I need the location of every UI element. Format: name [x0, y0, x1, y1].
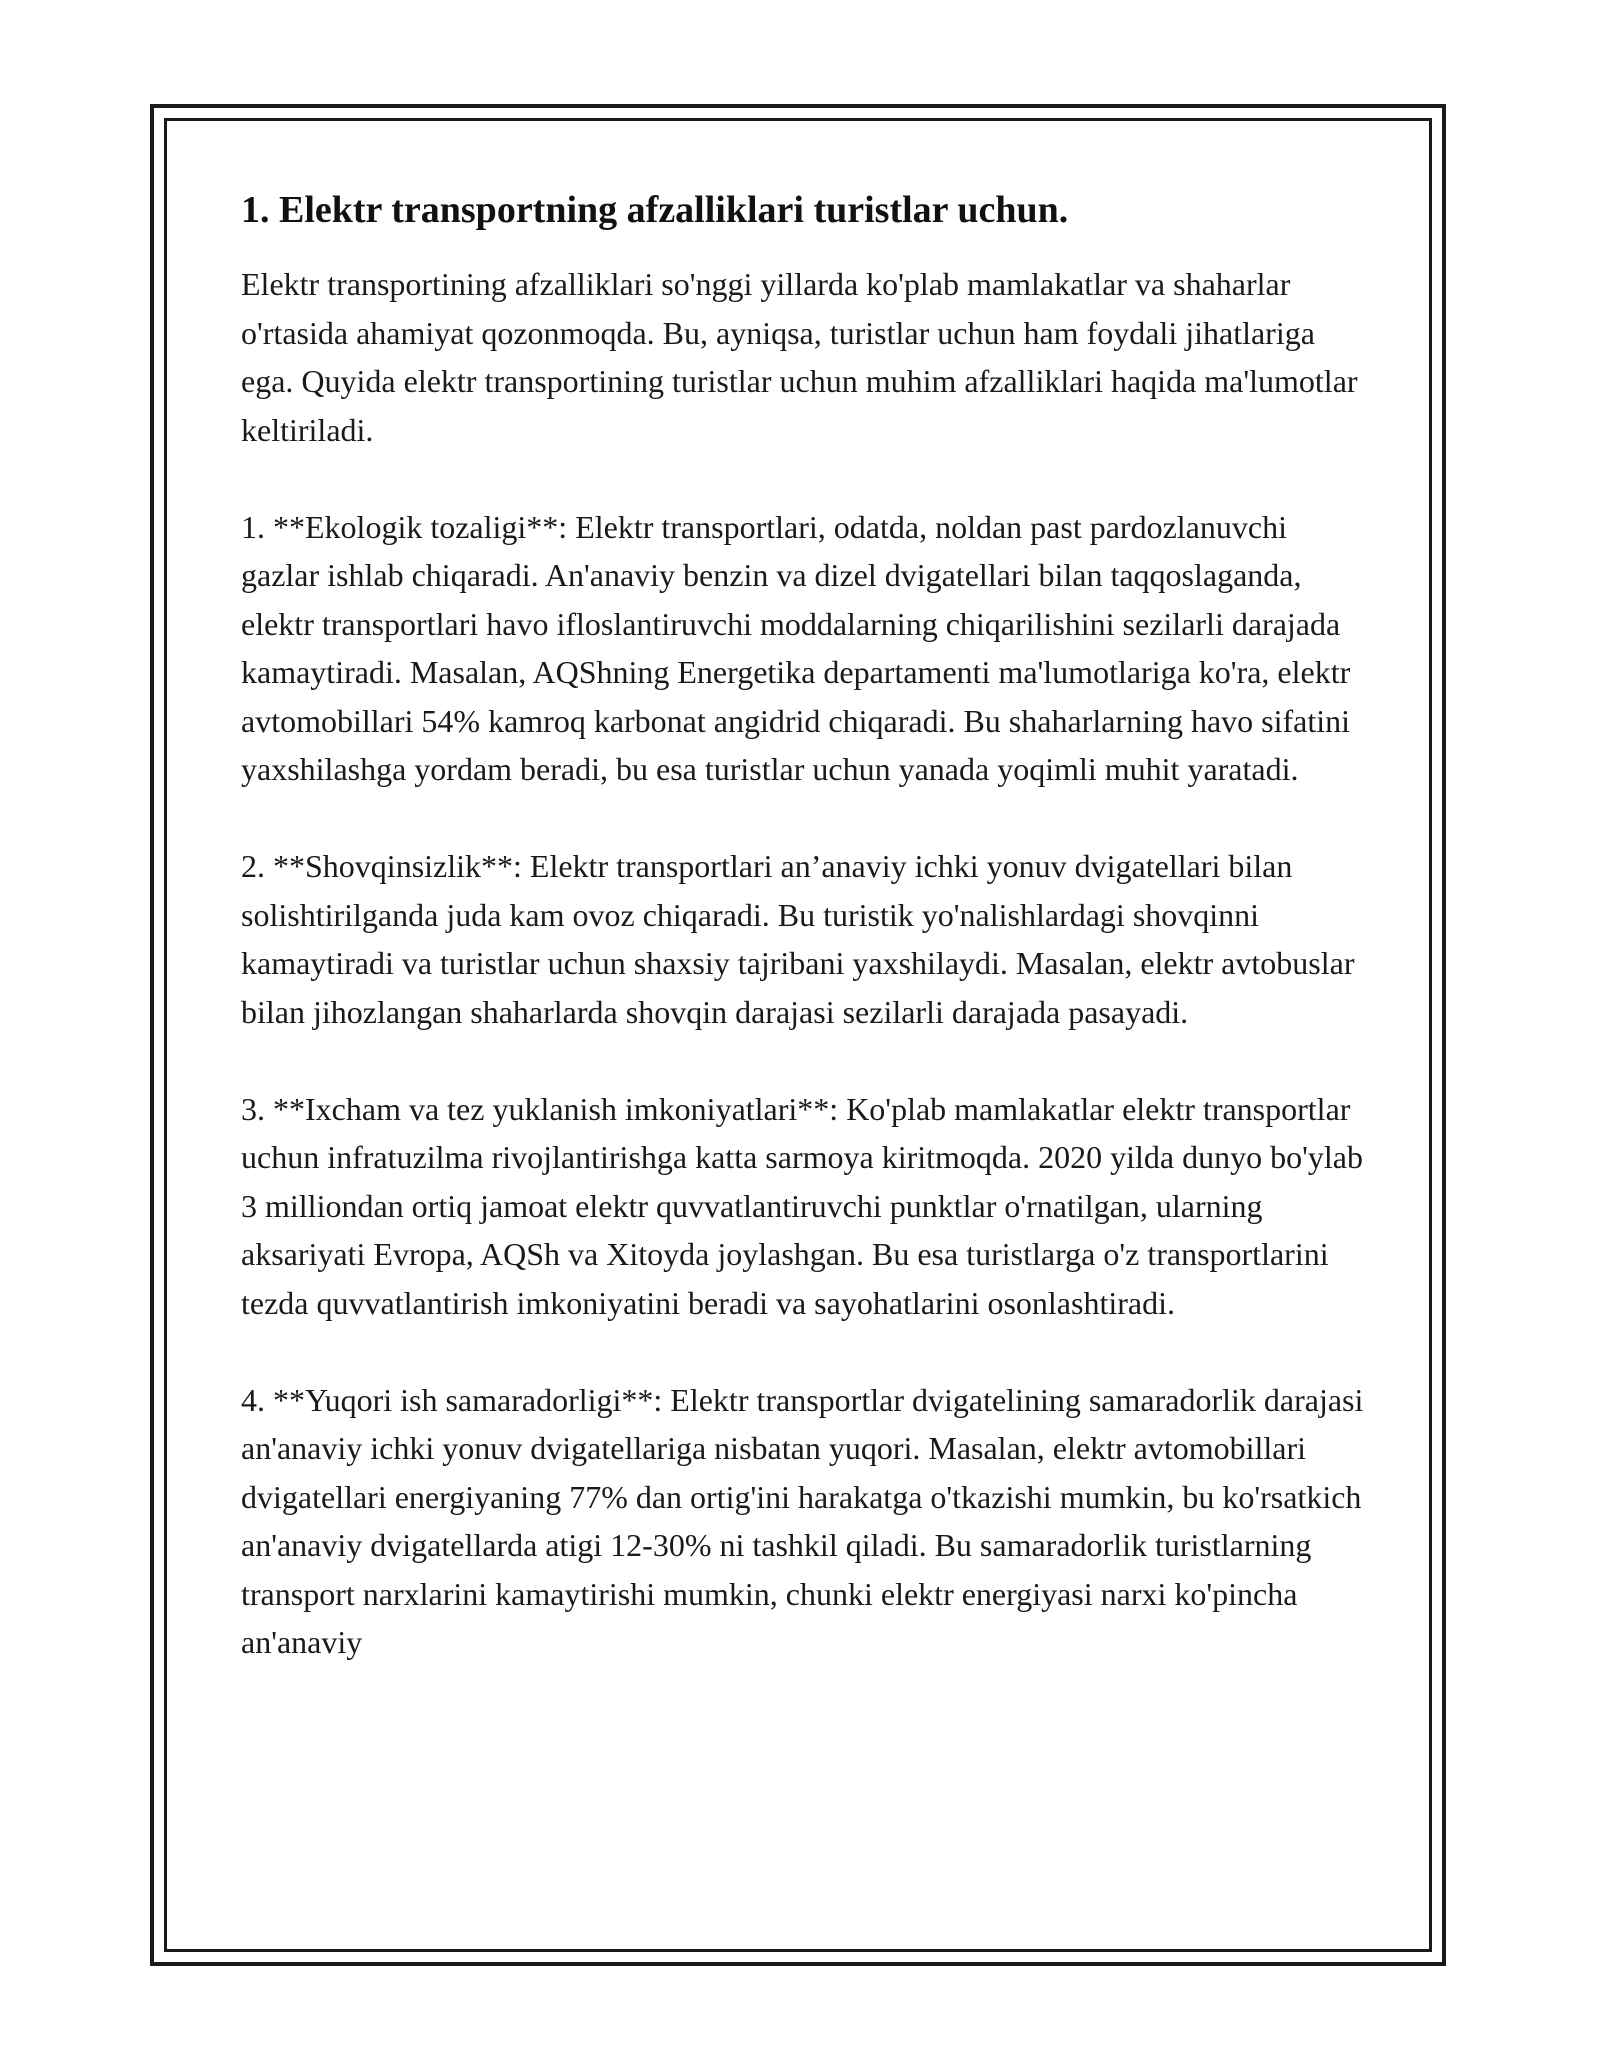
section-heading: 1. Elektr transportning afzalliklari turistlar uchun.	[241, 189, 1069, 231]
page-border-outer	[150, 104, 1446, 1966]
point-charging-infrastructure: 3. **Ixcham va tez yuklanish imkoniyatlari**: Ko'plab mamlakatlar elektr transportlar uchun infratuzilma rivojlantirishga katta sarmoya kiritmoqda. 2020 yilda dunyo bo'ylab 3 milliondan ortiq jamoat elektr quvvatlantiruvchi punktlar o'rnatilgan, ularning aksariyati Evropa, AQSh va Xitoyda joylashgan. Bu esa turistlarga o'z transportlarini tezda quvvatlantirish imkoniyatini beradi va sayohatlarini osonlashtiradi.	[241, 1090, 1363, 1321]
intro-paragraph: Elektr transportining afzalliklari so'nggi yillarda ko'plab mamlakatlar va shaharlar o'rtasida ahamiyat qozonmoqda. Bu, ayniqsa, turistlar uchun ham foydali jihatlariga ega. Quyida elektr transportining turistlar uchun muhim afzalliklari haqida ma'lumotlar keltiriladi.	[241, 266, 1358, 448]
document-body	[241, 186, 1366, 1667]
point-high-efficiency: 4. **Yuqori ish samaradorligi**: Elektr transportlar dvigatelining samaradorlik darajasi an'anaviy ichki yonuv dvigatellariga nisbatan yuqori. Masalan, elektr avtomobillari dvigatellari energiyaning 77% dan ortig'ini harakatga o'tkazishi mumkin, bu ko'rsatkich an'anaviy dvigatellarda atigi 12-30% ni tashkil qiladi. Bu samaradorlik turistlarning transport narxlarini kamaytirishi mumkin, chunki elektr energiyasi narxi ko'pincha an'anaviy	[241, 1381, 1364, 1660]
point-noiselessness: 2. **Shovqinsizlik**: Elektr transportlari an’anaviy ichki yonuv dvigatellari bilan solishtirilganda juda kam ovoz chiqaradi. Bu turistik yo'nalishlardagi shovqinni kamaytiradi va turistlar uchun shaxsiy tajribani yaxshilaydi. Masalan, elektr avtobuslar bilan jihozlangan shaharlarda shovqin darajasi sezilarli darajada pasayadi.	[241, 848, 1355, 1030]
point-ecological-cleanliness: 1. **Ekologik tozaligi**: Elektr transportlari, odatda, noldan past pardozlanuvchi gazlar ishlab chiqaradi. An'anaviy benzin va dizel dvigatellari bilan taqqoslaganda, elektr transportlari havo ifloslantiruvchi moddalarning chiqarilishini sezilarli darajada kamaytiradi. Masalan, AQShning Energetika departamenti ma'lumotlariga ko'ra, elektr avtomobillari 54% kamroq karbonat angidrid chiqaradi. Bu shaharlarning havo sifatini yaxshilashga yordam beradi, bu esa turistlar uchun yanada yoqimli muhit yaratadi.	[241, 508, 1351, 787]
